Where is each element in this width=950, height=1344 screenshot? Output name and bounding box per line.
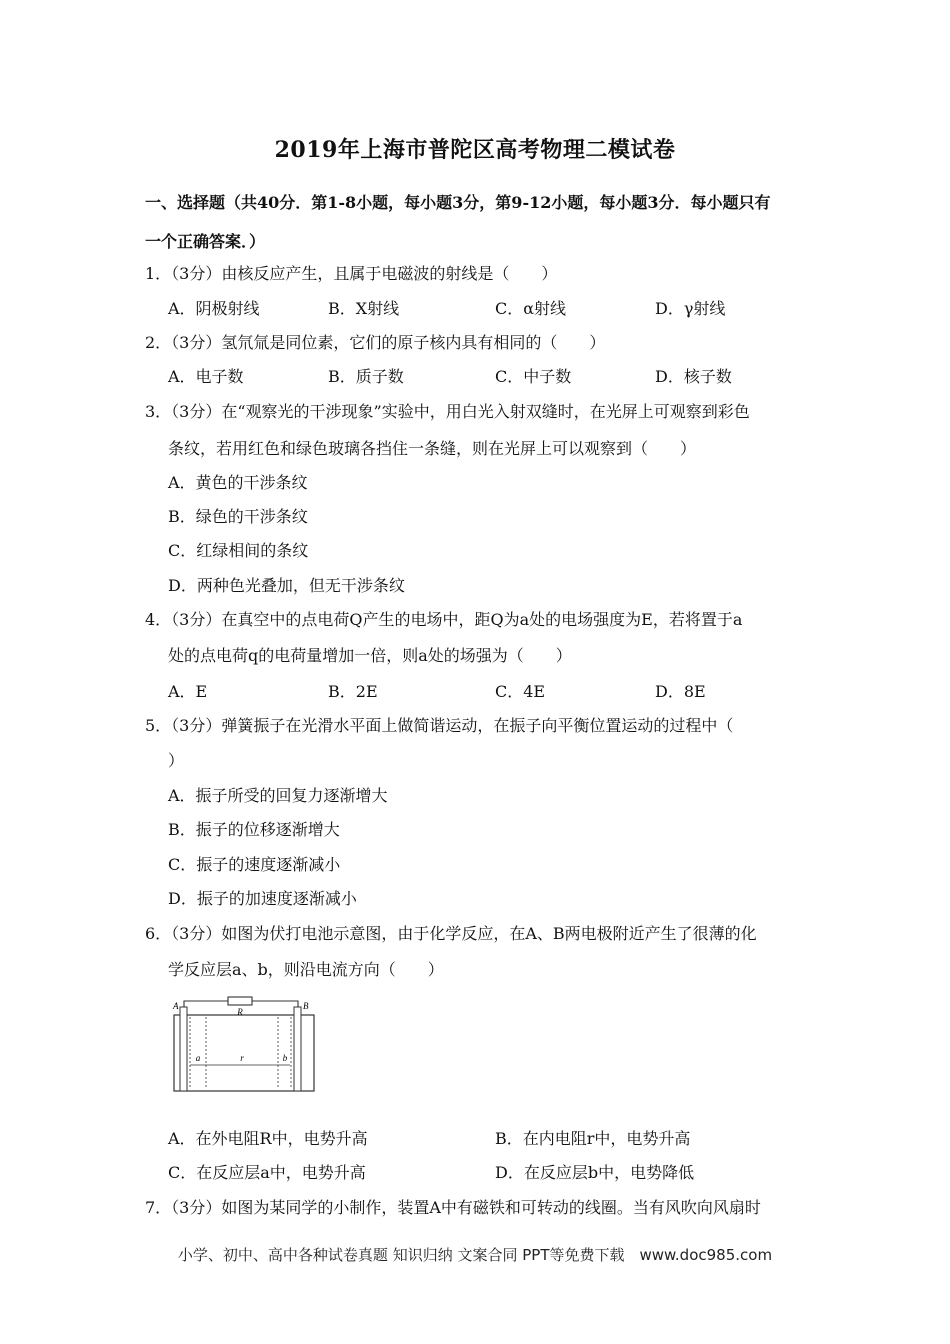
question-4-option-b: B．2E [328, 682, 378, 701]
question-1-option-b: B．X射线 [328, 299, 400, 318]
question-4-option-d: D．8E [655, 682, 706, 701]
section-heading-line2: 一个正确答案．） [145, 232, 266, 251]
page-footer: 小学、初中、高中各种试卷真题 知识归纳 文案合同 PPT等免费下载 www.doc985.com [177, 1246, 773, 1264]
question-2-option-c: C．中子数 [495, 367, 572, 386]
question-6-text-line1: 6．（3分）如图为伏打电池示意图，由于化学反应，在A、B两电极附近产生了很薄的化 [145, 924, 757, 943]
question-1-option-d: D．γ射线 [655, 299, 726, 318]
question-6-option-a: A．在外电阻R中，电势升高 [168, 1129, 368, 1148]
label-electrode-b: B [303, 1001, 309, 1011]
question-1-option-c: C．α射线 [495, 299, 567, 318]
electrode-a [180, 1007, 187, 1091]
question-2-option-d: D．核子数 [655, 367, 732, 386]
electrode-b [294, 1007, 301, 1091]
question-2-text: 2．（3分）氢氘氚是同位素，它们的原子核内具有相同的（ ） [145, 333, 606, 352]
question-6-option-c: C．在反应层a中，电势升高 [168, 1163, 366, 1182]
wire-right [252, 1001, 298, 1015]
question-5-text-line2: ） [168, 751, 185, 770]
question-3-text-line1: 3．（3分）在“观察光的干涉现象”实验中，用白光入射双缝时，在光屏上可观察到彩色 [145, 402, 750, 421]
label-resistor: R [237, 1007, 243, 1017]
question-4-text-line1: 4．（3分）在真空中的点电荷Q产生的电场中，距Q为a处的电场强度为E，若将置于a [145, 610, 743, 629]
question-3-option-a: A．黄色的干涉条纹 [168, 473, 308, 492]
voltaic-cell-diagram [168, 993, 318, 1093]
question-6-text-line2: 学反应层a、b，则沿电流方向（ ） [168, 960, 444, 979]
question-5-option-d: D．振子的加速度逐渐减小 [168, 889, 357, 908]
question-3-text-line2: 条纹，若用红色和绿色玻璃各挡住一条缝，则在光屏上可以观察到（ ） [168, 439, 697, 458]
question-4-text-line2: 处的点电荷q的电荷量增加一倍，则a处的场强为（ ） [168, 646, 572, 665]
question-5-text-line1: 5．（3分）弹簧振子在光滑水平面上做简谐运动，在振子向平衡位置运动的过程中（ [145, 716, 734, 735]
question-5-option-b: B．振子的位移逐渐增大 [168, 820, 340, 839]
label-layer-a: a [195, 1053, 201, 1063]
question-7-text-line1: 7．（3分）如图为某同学的小制作，装置A中有磁铁和可转动的线圈。当有风吹向风扇时 [145, 1198, 761, 1217]
page-title: 2019年上海市普陀区高考物理二模试卷 [274, 137, 676, 163]
question-2-option-b: B．质子数 [328, 367, 404, 386]
label-layer-b: b [282, 1053, 288, 1063]
label-internal-r: r [240, 1053, 244, 1063]
question-5-option-c: C．振子的速度逐渐减小 [168, 855, 341, 874]
question-2-option-a: A．电子数 [168, 367, 244, 386]
question-3-option-c: C．红绿相间的条纹 [168, 541, 309, 560]
question-1-text: 1．（3分）由核反应产生，且属于电磁波的射线是（ ） [145, 264, 558, 283]
question-3-option-d: D．两种色光叠加，但无干涉条纹 [168, 576, 405, 595]
resistor-r [228, 997, 252, 1005]
question-1-option-a: A．阴极射线 [168, 299, 260, 318]
question-6-option-b: B．在内电阻r中，电势升高 [495, 1129, 691, 1148]
question-3-option-b: B．绿色的干涉条纹 [168, 507, 308, 526]
section-heading-line1: 一、选择题（共40分．第1-8小题，每小题3分，第9-12小题，每小题3分．每小题只有 [145, 193, 771, 212]
question-4-option-a: A．E [168, 682, 208, 701]
question-6-option-d: D．在反应层b中，电势降低 [495, 1163, 695, 1182]
label-electrode-a: A [173, 1001, 179, 1011]
question-5-option-a: A．振子所受的回复力逐渐增大 [168, 786, 388, 805]
question-4-option-c: C．4E [495, 682, 546, 701]
wire-left [184, 1001, 228, 1015]
